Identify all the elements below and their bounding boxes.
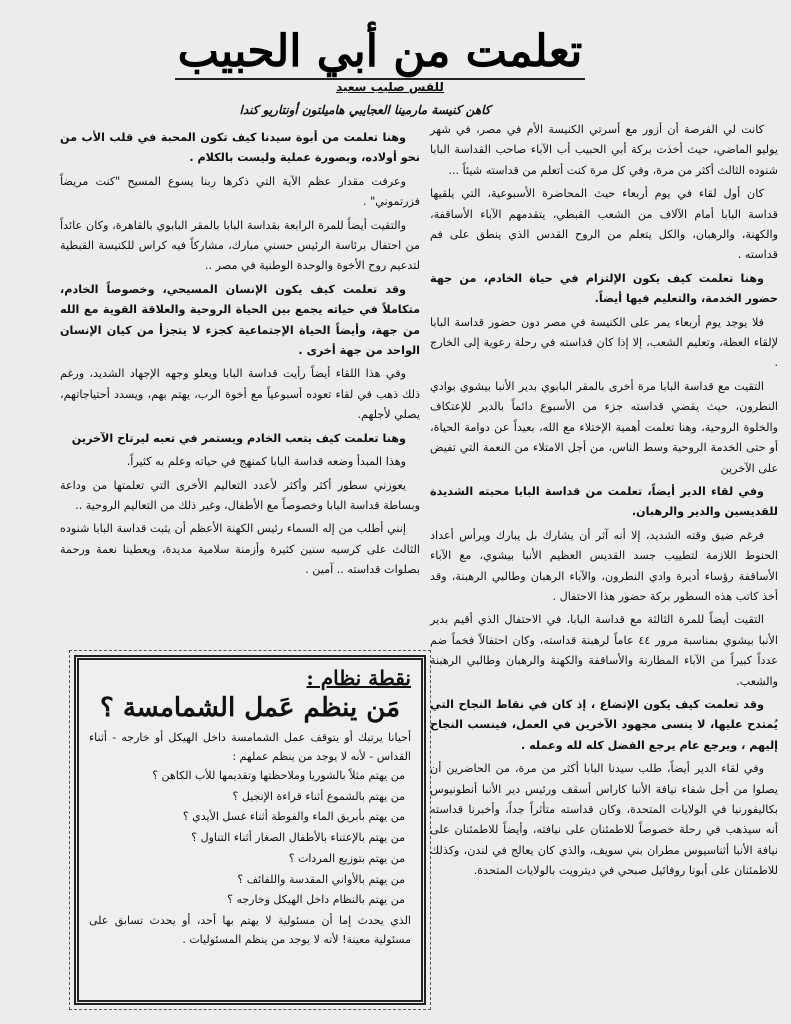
list-item: من يهتم بتوزيع المردات ؟ <box>288 851 405 865</box>
author-name: للقس صليب سعيد <box>336 80 444 94</box>
author-affiliation: كاهن كنيسة مارمينا العجايبي هاميلتون أونتاريو كندا <box>239 103 491 117</box>
list-item: من يهتم بالإعتناء بالأطفال الصغار أثناء التناول ؟ <box>191 831 405 845</box>
paragraph: وهنا تعلمت من أبوة سيدنا كيف تكون المحبة في قلب الأب من نحو أولاده، وبصورة عملية وليست بالكلام . <box>60 131 420 165</box>
paragraph: فرغم ضيق وقته الشديد، إلا أنه آثر أن يشارك بل يبارك ويرأس أعداد الحنوط اللازمة لتطييب جسد القديس العظيم الأنبا بيشوي، مع الآباء الأساقفة رؤساء أديرة وادي النطرون، والآباء الرهبان وطالبي الرهبنة، وقد أخذ كاتب هذه السطور بركة حضور هذا الاحتفال . <box>430 528 778 603</box>
article-title: تعلمت من أبي الحبيب <box>177 26 583 77</box>
sidebar-box <box>74 655 426 1005</box>
right-column <box>430 120 778 1015</box>
paragraph: وعرفت مقدار عظم الآية التي ذكرها ربنا يسوع المسيح "كنت مريضاً فزرتموني" . <box>60 174 420 209</box>
box-footer: الذي يحدث إما أن مسئولية لا يهتم بها أحد، أو يحدث تسابق على مسئولية معينة! لأنه لا يوجد من ينظم المسئوليات . <box>89 913 411 946</box>
paragraph: وفي لقاء الدير أيضاً، طلب سيدنا البابا أكثر من مرة، من الحاضرين أن يصلوا من أجل شفاء نيافة الأنبا كاراس أسقف ورئيس دير الأنبا أنطونيوس بكاليفورنيا في الولايات المتحدة، وكان قداسته متأثراً جداً، وأخبرنا قداسته أنه سيذهب في رحلة خصوصاً للاطمئنان على نيافته، وأيضاً للاطمئنان على نيافة الأنبا أثناسيوس مطران بني سويف، والذي كان يعالج في لندن، وكذلك للاطمئنان على أبونا روفائيل صبحي في ديترويت بالولايات المتحدة. <box>430 762 778 878</box>
paragraph: وهنا تعلمت كيف يتعب الخادم ويستمر في تعبه ليرتاح الآخرين <box>71 431 406 445</box>
paragraph: يعوزني سطور أكثر وأكثر لأعدد التعاليم الأخرى التي تعلمتها من وداعة وبساطة قداسة البابا وخصوصاً مع الأطفال، وغير ذلك من التعاليم الروحية .. <box>60 478 420 512</box>
paragraph: والتقيت أيضاً للمرة الرابعة بقداسة البابا بالمقر البابوي بالقاهرة، وكان عائداً من احتفال برئاسة الرئيس حسني مبارك، مشاركاً فيه كراس للكنيسة القبطية لتدعيم روح الأخوة والوحدة الوطنية في مصر .. <box>60 218 420 273</box>
paragraph: وفي لقاء الدير أيضاً، تعلمت من قداسة البابا محبته الشديدة للقديسين والدير والرهبان. <box>430 484 778 519</box>
paragraph: فلا يوجد يوم أربعاء يمر على الكنيسة في مصر دون حضور قداسة البابا لإلقاء العظة، وتعليم الشعب، إلا إذا كان قداسته في رحلة رعوية إلى الخارج . <box>430 315 778 370</box>
paragraph: التقيت أيضاً للمرة الثالثة مع قداسة البابا، في الاحتفال الذي أقيم بدير الأنبا بيشوي بمناسبة مرور ٤٤ عاماً لرهبنة قداسته، وكان احتفالاً فخماً ضم عدداً كبيراً من الآباء المطارنة والأساقفة والكهنة والرهبان وطالبي الرهبنة والشعب. <box>430 613 779 688</box>
box-tag: نقطة نظام : <box>306 666 411 690</box>
left-column <box>60 128 420 658</box>
paragraph: وفي هذا اللقاء أيضاً رأيت قداسة البابا ويعلو وجهه الإجهاد الشديد، ورغم ذلك ذهب في لقاء تعوده أسبوعياً مع أخوة الرب، يهتم بهم، ويسدد أحتياجاتهم، يصلي لأجلهم. <box>60 367 420 422</box>
paragraph: كان أول لقاء في يوم أربعاء حيث المحاضرة الأسبوعية، التي يلقيها قداسة البابا أمام الآلاف من الشعب القبطي، يتقدمهم الآباء الأساقفة، والكهنة، والرهبان، والكل يتعلم من الروح القدس الذي ينطق على فم قداسته . <box>430 187 778 262</box>
paragraph: إنني أطلب من إله السماء رئيس الكهنة الأعظم أن يثبت قداسة البابا شنوده الثالث على كرسيه سنين كثيرة وأزمنة سلامية مديدة، ويعطينا نعمة ورحمة بصلوات قداسته .. آمين . <box>60 522 420 577</box>
list-item: من يهتم بالأواني المقدسة واللفائف ؟ <box>237 872 405 886</box>
question-list <box>89 766 411 911</box>
paragraph: وهذا المبدأ وضعه قداسة البابا كمنهج في حياته وعلم به كثيراً. <box>126 455 406 469</box>
paragraph: وهنا تعلمت كيف يكون الإلتزام في حياة الخادم، من جهة حضور الخدمة، والتعليم فيها أيضاً. <box>430 271 778 306</box>
list-item: من يهتم بالشموع أثناء قراءة الإنجيل ؟ <box>232 789 405 803</box>
paragraph: وقد تعلمت كيف يكون الإنسان المسيحي، وخصوصاً الخادم، متكاملاً في حياته يجمع بين الحياة الروحية والعلاقة القوية مع الله من جهة، وأيضاً الحياة الإجتماعية كجزء لا يتجزأ من كيان الإنسان الواحد من جهة أخرى . <box>60 282 420 358</box>
box-intro: أحيانا يرتبك أو يتوقف عمل الشمامسة داخل الهيكل أو خارجه - أثناء القداس - لأنه لا يوجد من ينظم عملهم : <box>89 731 411 763</box>
paragraph: كانت لي الفرصة أن أزور مع أسرتي الكنيسة الأم في مصر، في شهر يوليو الماضي، حيث أخذت بركة أبي الحبيب أب الآباء صاحب القداسة البابا شنوده الثالث أكثر من مرة، وفي كل مرة كنت أتعلم من قداسته شيئاً ... <box>430 123 778 177</box>
box-title: مَن ينظم عَمل الشمامسة ؟ <box>99 693 401 723</box>
paragraph: وقد تعلمت كيف يكون الإتضاع ، إذ كان في نقاط النجاح التي يُمتدح عليها، لا ينسى مجهود الآخرين في العمل، فينسب النجاح إليهم ، ويرجع عام يرجع الفضل كله لله وعمله . <box>430 697 778 752</box>
list-item: من يهتم مثلاً بالشوريا وملاحظتها وتقديمها للأب الكاهن ؟ <box>152 769 405 782</box>
list-item: من يهتم بالنظام داخل الهيكل وخارجه ؟ <box>227 893 405 907</box>
list-item: من يهتم بأبريق الماء والفوطة أثناء غسل الأيدي ؟ <box>182 810 405 824</box>
paragraph: التقيت مع قداسة البابا مرة أخرى بالمقر البابوي بدير الأنبا بيشوي بوادي النطرون، حيث يقضي قداسته جزء من الأسبوع دائماً بالدير للإعتكاف والخلوة الروحية، وهنا تعلمت أهمية الإختلاء مع الله، بعيداً عن دوامة الحياة، أو حتى الخدمة الروحية وسط الناس، من أجل الامتلاء من النعمة التي تفيض على الآخرين <box>430 379 778 475</box>
